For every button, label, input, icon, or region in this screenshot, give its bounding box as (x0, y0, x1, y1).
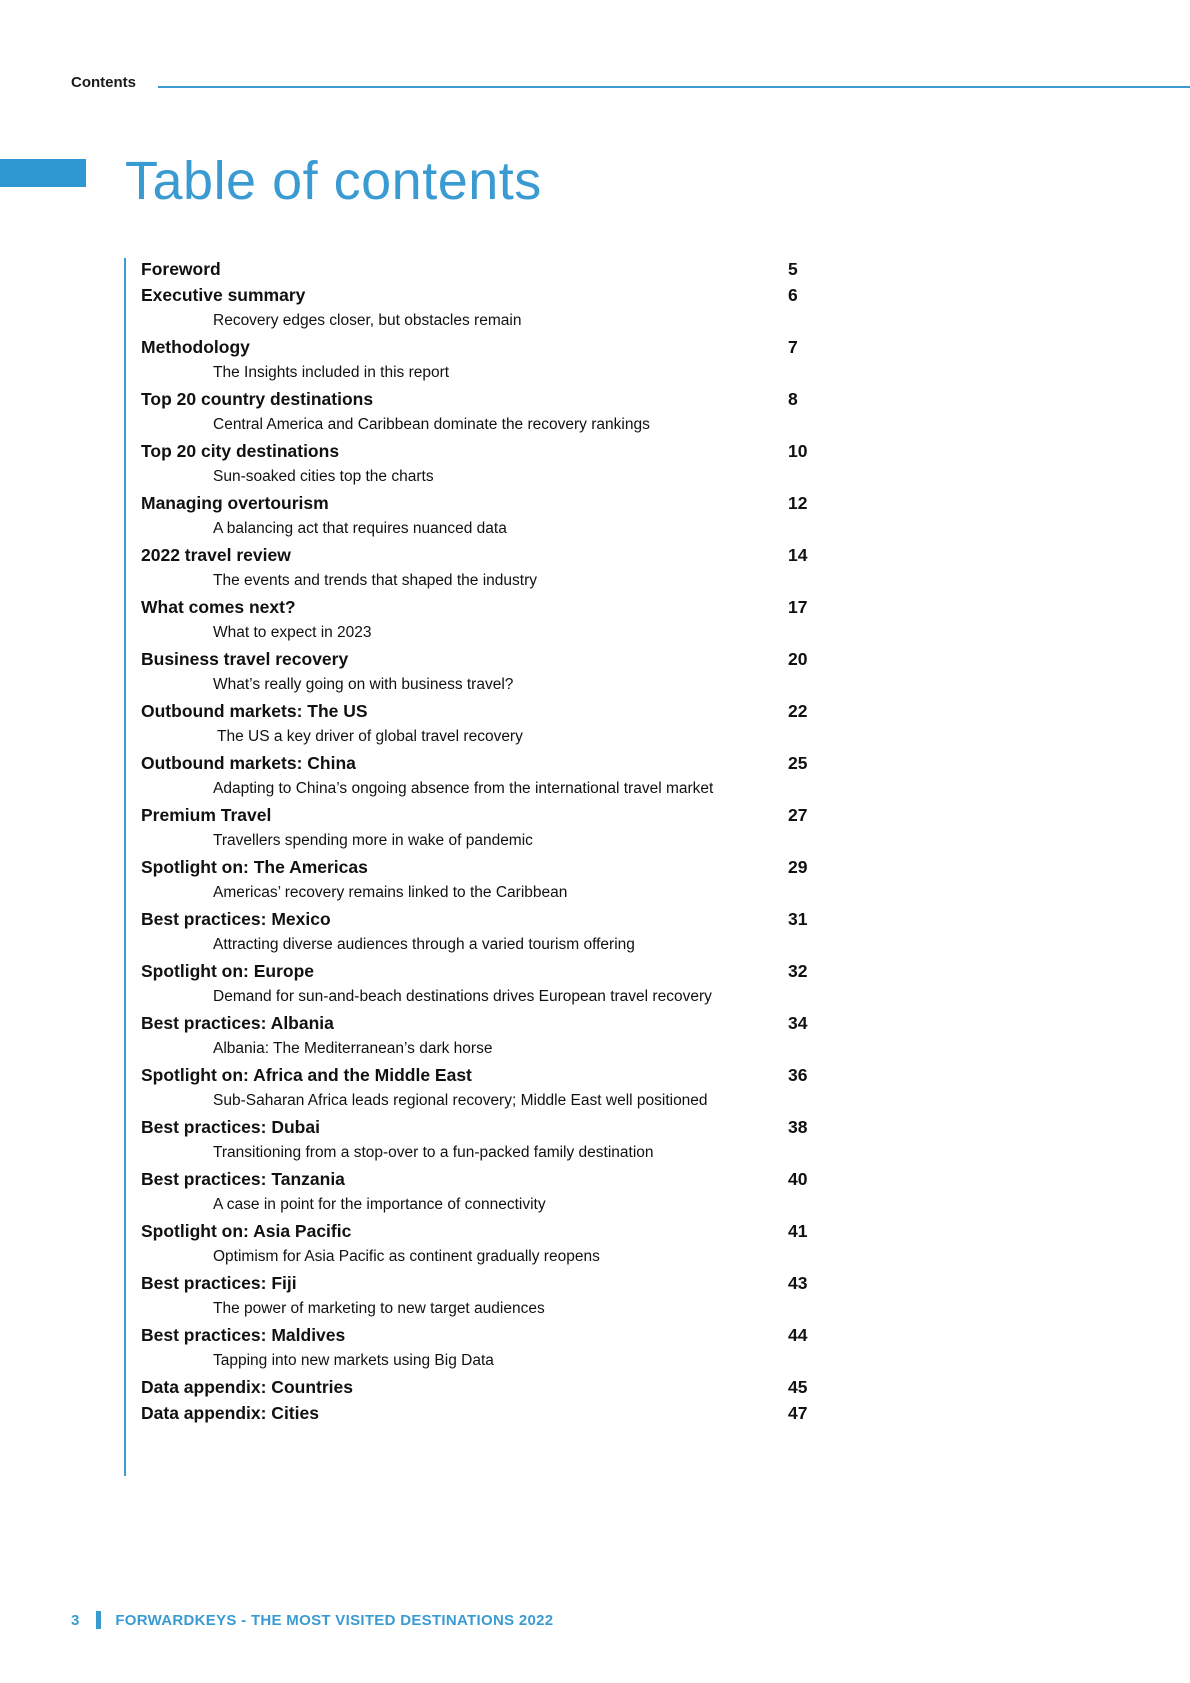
toc-entry-page-number: 7 (788, 337, 798, 357)
toc-entry[interactable] (141, 334, 821, 386)
toc-entry-title[interactable]: Foreword (141, 259, 221, 279)
toc-entry-subtitle: Central America and Caribbean dominate the recovery rankings (213, 416, 650, 433)
toc-entry-subtitle: Optimism for Asia Pacific as continent gradually reopens (213, 1248, 600, 1265)
footer-publication-title: FORWARDKEYS - THE MOST VISITED DESTINATIONS 2022 (115, 1611, 554, 1629)
toc-entry-page-number: 14 (788, 545, 808, 565)
toc-entry-title[interactable]: What comes next? (141, 597, 296, 617)
toc-entry-heading-row (141, 282, 821, 308)
toc-entry-heading-row (141, 906, 821, 932)
toc-entry-title[interactable]: Best practices: Albania (141, 1013, 334, 1033)
toc-entry-subtitle: What’s really going on with business travel? (213, 676, 514, 693)
toc-entry-heading-row (141, 542, 821, 568)
toc-entry-subtitle: Americas’ recovery remains linked to the Caribbean (213, 884, 568, 901)
toc-entry-page-number: 36 (788, 1065, 808, 1085)
toc-entry-title[interactable]: Spotlight on: Africa and the Middle East (141, 1065, 472, 1085)
toc-entry-title[interactable]: Best practices: Tanzania (141, 1169, 345, 1189)
toc-entry-heading-row (141, 802, 821, 828)
toc-entry-title[interactable]: Data appendix: Countries (141, 1377, 353, 1397)
toc-entry-title[interactable]: Spotlight on: Europe (141, 961, 315, 981)
toc-entry-page-number: 5 (788, 259, 798, 279)
toc-entry-heading-row (141, 1010, 821, 1036)
toc-entry-heading-row (141, 334, 821, 360)
toc-entry-page-number: 17 (788, 597, 808, 617)
toc-entry-heading-row (141, 386, 821, 412)
toc-entry[interactable] (141, 1400, 821, 1426)
toc-entry-subtitle: The power of marketing to new target audiences (213, 1300, 545, 1317)
toc-entry-page-number: 41 (788, 1221, 808, 1241)
toc-entry[interactable] (141, 958, 821, 1010)
toc-entry-title[interactable]: 2022 travel review (141, 545, 291, 565)
toc-entry[interactable] (141, 594, 821, 646)
toc-entry-heading-row (141, 1374, 821, 1400)
toc-entry-subtitle: The events and trends that shaped the industry (213, 572, 537, 589)
page-footer (71, 1610, 553, 1630)
toc-entry-heading-row (141, 1166, 821, 1192)
toc-entry-title[interactable]: Executive summary (141, 285, 306, 305)
toc-entry-page-number: 22 (788, 701, 808, 721)
toc-entry-title[interactable]: Premium Travel (141, 805, 272, 825)
toc-entry-page-number: 10 (788, 441, 808, 461)
toc-entry-page-number: 43 (788, 1273, 808, 1293)
toc-entry-title[interactable]: Managing overtourism (141, 493, 329, 513)
toc-entry[interactable] (141, 802, 821, 854)
toc-entry-heading-row (141, 1218, 821, 1244)
toc-entry-page-number: 32 (788, 961, 808, 981)
toc-entry-subtitle: Travellers spending more in wake of pandemic (213, 832, 533, 849)
toc-entry-page-number: 44 (788, 1325, 808, 1345)
toc-entry-page-number: 31 (788, 909, 808, 929)
toc-entry[interactable] (141, 256, 821, 282)
toc-entry-subtitle: Adapting to China’s ongoing absence from the international travel market (213, 780, 714, 797)
toc-entry-heading-row (141, 1062, 821, 1088)
toc-entry-page-number: 38 (788, 1117, 808, 1137)
toc-entry-subtitle: Albania: The Mediterranean’s dark horse (213, 1040, 493, 1057)
toc-entry-subtitle: Sub-Saharan Africa leads regional recovery; Middle East well positioned (213, 1092, 708, 1109)
toc-entry-heading-row (141, 438, 821, 464)
toc-entry-heading-row (141, 1322, 821, 1348)
toc-entry[interactable] (141, 646, 821, 698)
toc-entry-subtitle: A balancing act that requires nuanced data (213, 520, 507, 537)
toc-entry-page-number: 40 (788, 1169, 808, 1189)
toc-entry[interactable] (141, 490, 821, 542)
toc-entry-title[interactable]: Outbound markets: The US (141, 701, 368, 721)
toc-entry-title[interactable]: Methodology (141, 337, 250, 357)
toc-entry[interactable] (141, 1270, 821, 1322)
toc-entry-page-number: 47 (788, 1403, 808, 1423)
toc-entry-heading-row (141, 1400, 821, 1426)
toc-entry-title[interactable]: Data appendix: Cities (141, 1403, 319, 1423)
toc-entry-subtitle: Sun-soaked cities top the charts (213, 468, 434, 485)
toc-entry[interactable] (141, 750, 821, 802)
toc-entry[interactable] (141, 282, 821, 334)
title-accent-block (0, 159, 86, 187)
toc-entry-subtitle: The Insights included in this report (213, 364, 450, 381)
toc-entry-heading-row (141, 490, 821, 516)
toc-entry[interactable] (141, 906, 821, 958)
toc-entry-title[interactable]: Outbound markets: China (141, 753, 356, 773)
toc-entry-heading-row (141, 854, 821, 880)
toc-entry-subtitle: The US a key driver of global travel recovery (213, 728, 523, 745)
toc-entry-heading-row (141, 646, 821, 672)
toc-entry[interactable] (141, 1374, 821, 1400)
toc-entry[interactable] (141, 698, 821, 750)
table-of-contents (141, 256, 821, 1426)
toc-entry[interactable] (141, 854, 821, 906)
toc-entry-heading-row (141, 698, 821, 724)
toc-entry-subtitle: What to expect in 2023 (213, 624, 372, 641)
toc-entry-title[interactable]: Top 20 city destinations (141, 441, 340, 461)
toc-entry[interactable] (141, 1062, 821, 1114)
toc-entry-heading-row (141, 1114, 821, 1140)
toc-entry-title[interactable]: Best practices: Fiji (141, 1273, 297, 1293)
toc-entry-page-number: 20 (788, 649, 808, 669)
toc-entry-title[interactable]: Top 20 country destinations (141, 389, 374, 409)
toc-entry[interactable] (141, 1218, 821, 1270)
toc-entry[interactable] (141, 1322, 821, 1374)
toc-entry-title[interactable]: Best practices: Mexico (141, 909, 331, 929)
toc-entry[interactable] (141, 1010, 821, 1062)
toc-entry-title[interactable]: Spotlight on: Asia Pacific (141, 1221, 352, 1241)
toc-entry-heading-row (141, 594, 821, 620)
toc-entry-heading-row (141, 256, 821, 282)
toc-entry-subtitle: A case in point for the importance of connectivity (213, 1196, 546, 1213)
toc-entry-page-number: 6 (788, 285, 798, 305)
toc-entry-heading-row (141, 750, 821, 776)
toc-entry-page-number: 29 (788, 857, 808, 877)
toc-entry-page-number: 25 (788, 753, 808, 773)
footer-divider (96, 1611, 101, 1629)
page-title: Table of contents (125, 151, 542, 211)
toc-entry[interactable] (141, 1114, 821, 1166)
toc-entry-page-number: 12 (788, 493, 808, 513)
toc-entry-title[interactable]: Best practices: Dubai (141, 1117, 320, 1137)
toc-side-rule (124, 258, 126, 1476)
toc-entry-subtitle: Attracting diverse audiences through a varied tourism offering (213, 936, 635, 953)
toc-entry-subtitle: Recovery edges closer, but obstacles remain (213, 312, 522, 329)
footer-page-number: 3 (71, 1611, 80, 1629)
toc-entry-page-number: 34 (788, 1013, 808, 1033)
toc-entry-heading-row (141, 958, 821, 984)
toc-entry-subtitle: Tapping into new markets using Big Data (213, 1352, 494, 1369)
toc-entry[interactable] (141, 1166, 821, 1218)
toc-entry[interactable] (141, 386, 821, 438)
toc-entry-title[interactable]: Business travel recovery (141, 649, 349, 669)
section-label: Contents (71, 74, 136, 91)
toc-entry[interactable] (141, 438, 821, 490)
toc-entry-subtitle: Demand for sun-and-beach destinations drives European travel recovery (213, 988, 712, 1005)
toc-entry-page-number: 8 (788, 389, 798, 409)
toc-entry[interactable] (141, 542, 821, 594)
toc-entry-title[interactable]: Spotlight on: The Americas (141, 857, 368, 877)
toc-entry-subtitle: Transitioning from a stop-over to a fun-packed family destination (213, 1144, 654, 1161)
toc-entry-page-number: 45 (788, 1377, 808, 1397)
header-divider (158, 86, 1190, 88)
toc-entry-heading-row (141, 1270, 821, 1296)
toc-entry-title[interactable]: Best practices: Maldives (141, 1325, 346, 1345)
toc-entry-page-number: 27 (788, 805, 808, 825)
